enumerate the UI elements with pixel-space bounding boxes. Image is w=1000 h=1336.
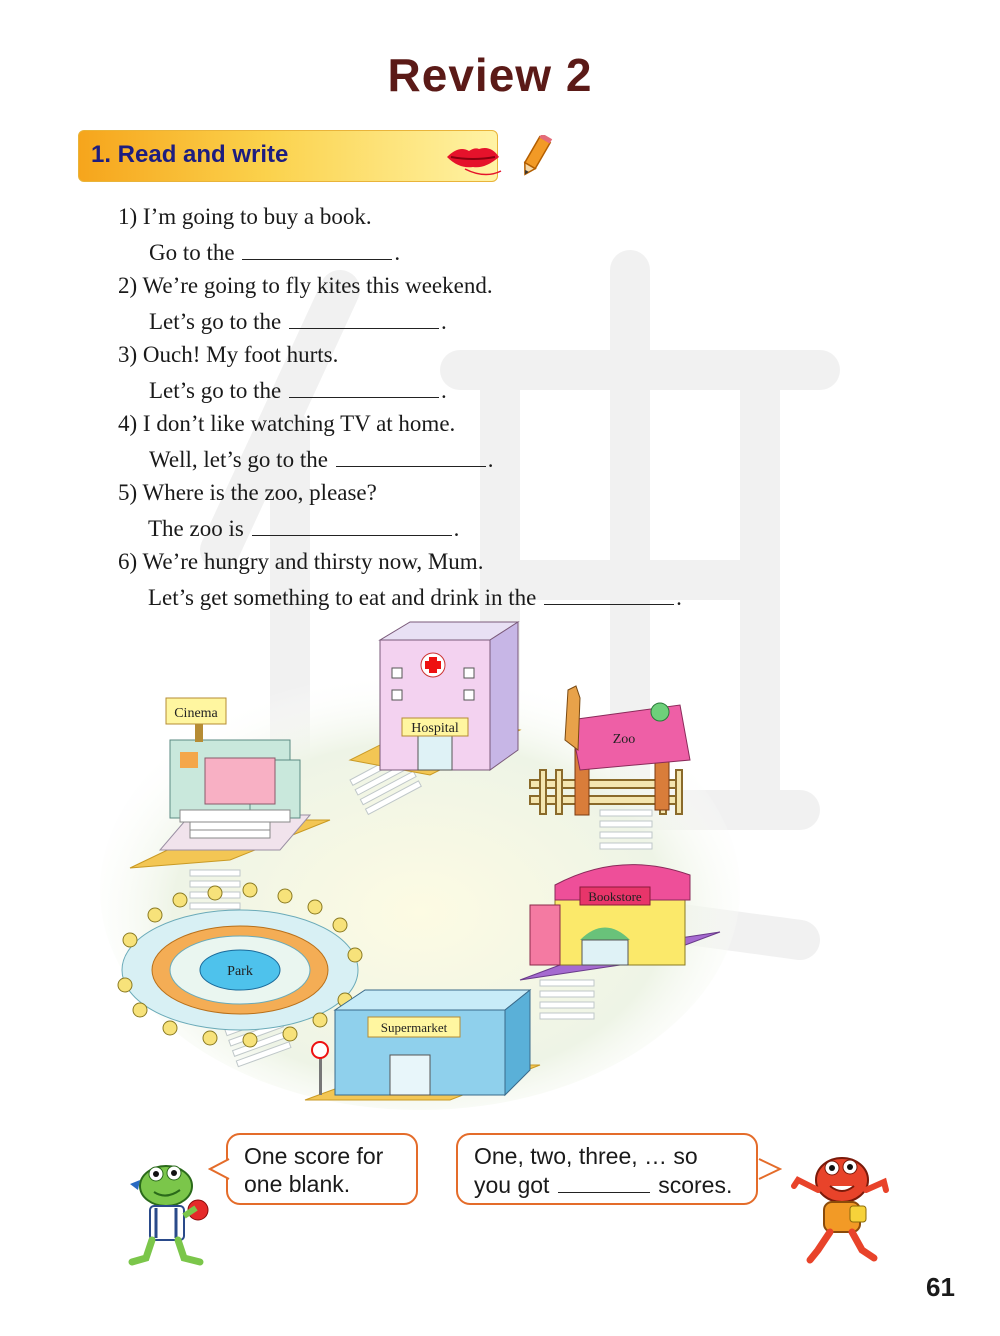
question-2-prompt: 2) We’re going to fly kites this weekend.	[118, 273, 493, 298]
cinema-label: Cinema	[174, 706, 218, 721]
park-label: Park	[227, 964, 253, 979]
question-6-prompt: 6) We’re hungry and thirsty now, Mum.	[118, 549, 484, 574]
section-label: 1. Read and write	[91, 141, 289, 168]
answer-blank-4[interactable]	[336, 440, 486, 467]
question-1-answer: Go to the .	[118, 233, 682, 269]
speech-bubble-left	[226, 1133, 418, 1205]
question-list	[118, 200, 682, 614]
section-banner	[78, 130, 498, 182]
page-title: Review 2	[387, 49, 593, 101]
bookstore-label: Bookstore	[588, 889, 642, 904]
question-4-answer: Well, let’s go to the .	[118, 440, 682, 476]
supermarket-building	[305, 990, 540, 1100]
question-1-prompt: 1) I’m going to buy a book.	[118, 204, 372, 229]
answer-blank-2[interactable]	[289, 302, 439, 329]
answer-blank-5[interactable]	[252, 509, 452, 536]
red-frog-character	[790, 1150, 890, 1270]
town-map-illustration	[100, 610, 740, 1110]
answer-blank-6[interactable]	[544, 578, 674, 605]
bubble-left-line1: One score for	[244, 1143, 384, 1169]
question-4-prompt: 4) I don’t like watching TV at home.	[118, 411, 456, 436]
question-5-prompt: 5) Where is the zoo, please?	[118, 480, 377, 505]
question-3-answer: Let’s go to the .	[118, 371, 682, 407]
bubble-tail-right	[758, 1157, 782, 1181]
hospital-label: Hospital	[411, 721, 459, 736]
zoo-label: Zoo	[612, 732, 636, 747]
question-5-answer: The zoo is .	[118, 509, 682, 545]
score-blank[interactable]	[558, 1170, 650, 1193]
bubble-right-line1: One, two, three, … so	[474, 1143, 698, 1169]
bubble-left-line2: one blank.	[244, 1171, 351, 1197]
lips-pencil-icon	[445, 135, 565, 179]
question-3-prompt: 3) Ouch! My foot hurts.	[118, 342, 339, 367]
supermarket-label: Supermarket	[380, 1020, 448, 1035]
speech-bubble-right	[456, 1133, 758, 1205]
bubble-right-line2: you got scores.	[474, 1172, 733, 1198]
question-6-answer: Let’s get something to eat and drink in the .	[118, 578, 682, 614]
question-2-answer: Let’s go to the .	[118, 302, 682, 338]
answer-blank-3[interactable]	[289, 371, 439, 398]
answer-blank-1[interactable]	[242, 233, 392, 260]
pencil-icon	[520, 135, 552, 177]
frog-character	[126, 1158, 222, 1270]
page-number: 61	[926, 1272, 955, 1302]
lips-icon	[447, 148, 501, 175]
